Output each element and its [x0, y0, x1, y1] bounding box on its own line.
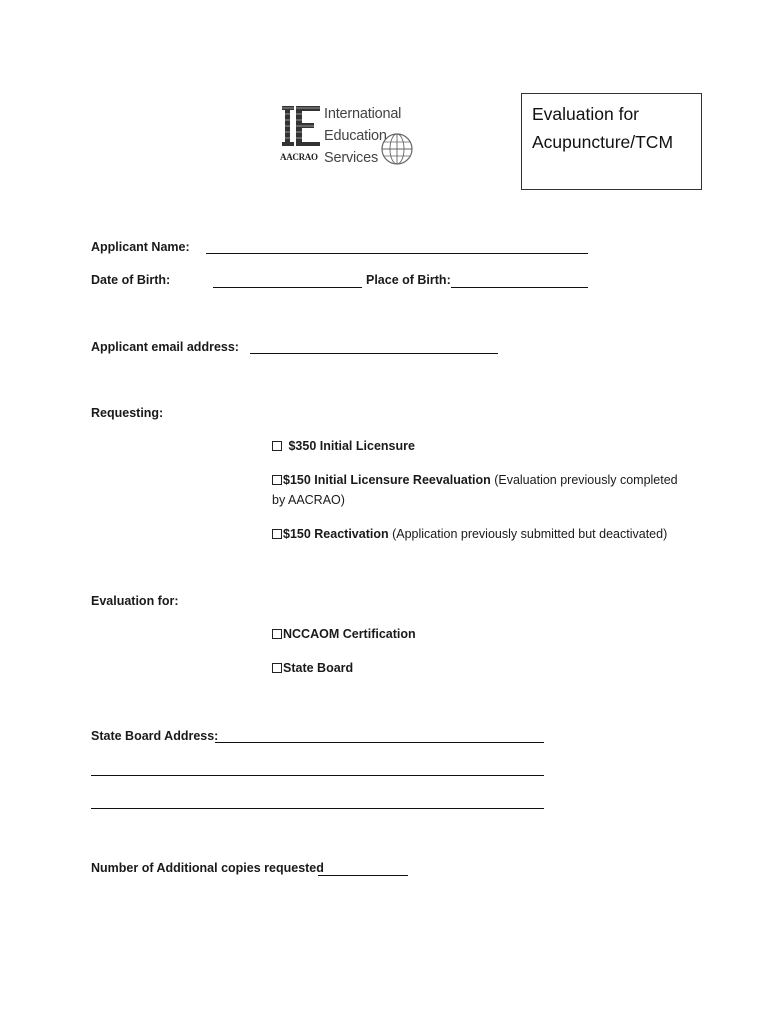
logo-line-international: International [324, 106, 402, 122]
state-board-address-line-1[interactable] [215, 742, 544, 743]
applicant-name-label: Applicant Name: [91, 240, 190, 254]
option-nccaom-label: NCCAOM Certification [283, 627, 416, 641]
option-reactivation[interactable] [272, 527, 667, 541]
logo-line-services: Services [324, 150, 378, 166]
state-board-address-label: State Board Address: [91, 729, 219, 743]
place-of-birth-field[interactable] [451, 287, 588, 288]
option-initial-licensure-label: $350 Initial Licensure [288, 439, 415, 453]
form-title-box [521, 93, 702, 190]
additional-copies-label: Number of Additional copies requested [91, 861, 324, 875]
option-state-board-label: State Board [283, 661, 354, 675]
place-of-birth-label: Place of Birth: [366, 273, 451, 287]
ie-monogram-icon [280, 104, 322, 152]
applicant-name-field[interactable] [206, 253, 588, 254]
evaluation-for-label: Evaluation for: [91, 594, 179, 608]
checkbox-state-board[interactable] [272, 663, 282, 673]
aacrao-badge: AACRAO [280, 152, 318, 162]
checkbox-reevaluation[interactable] [272, 475, 282, 485]
state-board-address-line-3[interactable] [91, 808, 544, 809]
email-label: Applicant email address: [91, 340, 239, 354]
title-line-1: Evaluation for [532, 104, 640, 124]
option-reevaluation-note-line2: by AACRAO) [272, 493, 345, 507]
option-nccaom[interactable] [272, 627, 416, 641]
additional-copies-field[interactable] [318, 875, 408, 876]
option-reevaluation-label: $150 Initial Licensure Reevaluation [283, 473, 491, 487]
globe-icon [380, 132, 414, 166]
option-state-board[interactable] [272, 661, 353, 675]
requesting-label: Requesting: [91, 406, 164, 420]
option-initial-licensure[interactable] [272, 439, 415, 453]
title-line-2: Acupuncture/TCM [532, 132, 674, 152]
checkbox-reactivation[interactable] [272, 529, 282, 539]
email-field[interactable] [250, 353, 498, 354]
option-reevaluation[interactable] [272, 473, 678, 487]
option-reevaluation-note: (Evaluation previously completed [490, 473, 678, 487]
checkbox-initial-licensure[interactable] [272, 441, 282, 451]
ies-logo [280, 104, 415, 170]
logo-line-education: Education [324, 128, 387, 144]
date-of-birth-field[interactable] [213, 287, 362, 288]
option-reactivation-label: $150 Reactivation [283, 527, 389, 541]
option-reactivation-note: (Application previously submitted but deactivated) [388, 527, 668, 541]
date-of-birth-label: Date of Birth: [91, 273, 171, 287]
state-board-address-line-2[interactable] [91, 775, 544, 776]
checkbox-nccaom[interactable] [272, 629, 282, 639]
